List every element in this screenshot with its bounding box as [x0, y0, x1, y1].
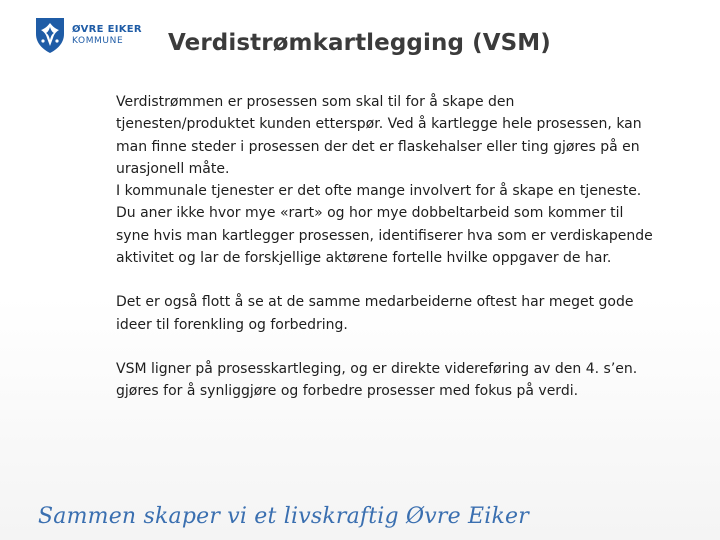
paragraph-employee-ideas: Det er også flott å se at de samme medarbeiderne oftest har meget gode ideer til forenkling og forbedring.: [116, 294, 634, 333]
logo-name: ØVRE EIKER: [72, 24, 142, 35]
footer-tagline: Sammen skaper vi et livskraftig Øvre Eiker: [38, 504, 529, 529]
slide-body: [116, 91, 676, 403]
paragraph-municipal-services: I kommunale tjenester er det ofte mange involvert for å skape en tjeneste. Du aner ikke hvor mye «rart» og hor mye dobbeltarbeid som kommer til syne hvis man kartlegger prosessen, identifiserer hva som er verdiskapende aktivitet og lar de forskjellige aktørene fortelle hvilke oppgaver de har.: [116, 183, 653, 267]
paragraph-intro: Verdistrømmen er prosessen som skal til for å skape den tjenesten/produktet kunden etterspør. Ved å kartlegge hele prosessen, kan man finne steder i prosessen der det er flaskehalser eller ting gjøres på en urasjonell måte.: [116, 94, 642, 177]
coat-of-arms-icon: [34, 16, 66, 54]
paragraph-vsm-definition: VSM ligner på prosesskartleging, og er direkte videreføring av den 4. s’en. gjøres for å synliggjøre og forbedre prosesser med fokus på verdi.: [116, 360, 638, 400]
logo-subtitle: KOMMUNE: [72, 36, 124, 46]
logo-text: [72, 25, 142, 46]
municipality-logo: [34, 16, 142, 54]
slide-title: Verdistrømkartlegging (VSM): [168, 30, 551, 56]
